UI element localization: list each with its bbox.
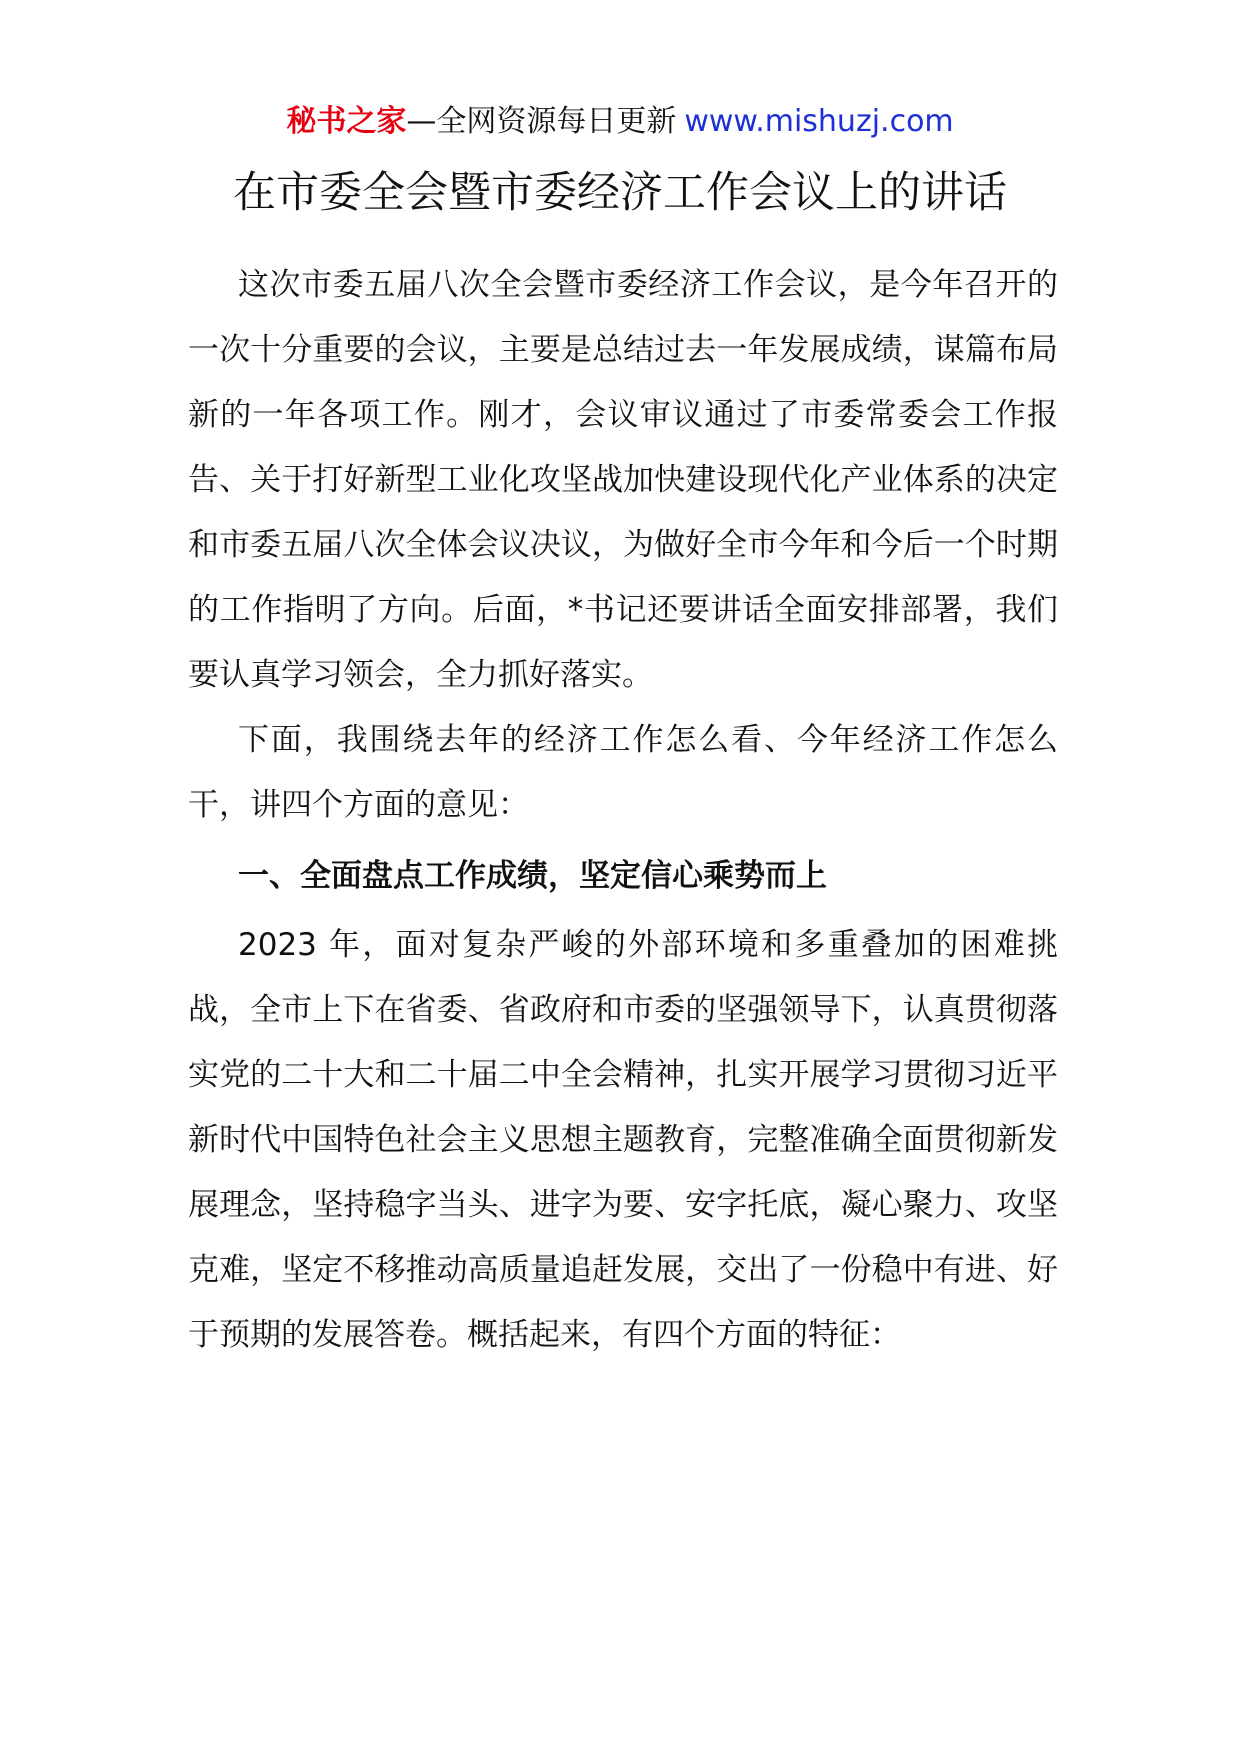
section-heading-1: 一、全面盘点工作成绩，坚定信心乘势而上 [238, 858, 827, 894]
paragraph-outline: 下面，我围绕去年的经济工作怎么看、今年经济工作怎么干，讲四个方面的意见： [188, 722, 1058, 823]
watermark-banner [0, 100, 1240, 144]
paragraph-section-1: 2023 年，面对复杂严峻的外部环境和多重叠加的困难挑战，全市上下在省委、省政府和市委的坚强领导下，认真贯彻落实党的二十大和二十届二中全会精神，扎实开展学习贯彻习近平新时代中国特色社会主义思想主题教育，完整准确全面贯彻新发展理念，坚持稳字当头、进字为要、安字托底，凝心聚力、攻坚克难，坚定不移推动高质量追赶发展，交出了一份稳中有进、好于预期的发展答卷。概括起来，有四个方面的特征： [188, 927, 1058, 1353]
site-url-link[interactable]: www.mishuzj.com [684, 104, 954, 139]
paragraph-intro: 这次市委五届八次全会暨市委经济工作会议，是今年召开的一次十分重要的会议，主要是总结过去一年发展成绩，谋篇布局新的一年各项工作。刚才，会议审议通过了市委常委会工作报告、关于打好新型工业化攻坚战加快建设现代化产业体系的决定和市委五届八次全体会议决议，为做好全市今年和今后一个时期的工作指明了方向。后面，*书记还要讲话全面安排部署，我们要认真学习领会，全力抓好落实。 [188, 267, 1058, 693]
brand-name: 秘书之家 [286, 104, 407, 139]
document-title: 在市委全会暨市委经济工作会议上的讲话 [233, 168, 1007, 218]
brand-tagline: —全网资源每日更新 [406, 104, 677, 139]
document-body [188, 253, 1058, 1368]
